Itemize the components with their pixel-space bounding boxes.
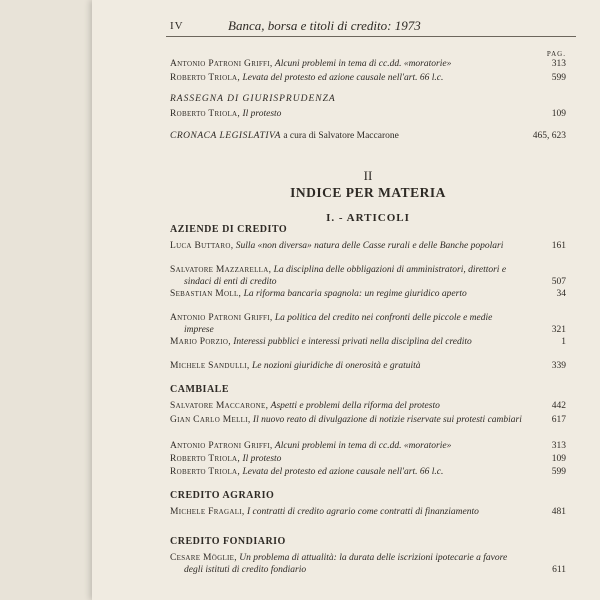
entry-author: Antonio Patroni Griffi, xyxy=(170,441,273,451)
book-page xyxy=(92,0,600,600)
entry-aziende-3 xyxy=(170,288,566,300)
entry-title: Il protesto xyxy=(242,454,282,464)
entry-author: Gian Carlo Melli, xyxy=(170,415,251,425)
top-entry-1 xyxy=(170,58,566,70)
rassegna-entry xyxy=(170,108,566,120)
category-heading: CREDITO AGRARIO xyxy=(170,490,275,501)
entry-author: Salvatore Maccarone, xyxy=(170,401,269,411)
page-column-label: PAG. xyxy=(546,50,566,58)
section-subtitle: I. - ARTICOLI xyxy=(326,212,410,224)
cronaca-suffix: a cura di Salvatore Maccarone xyxy=(283,131,399,141)
category-heading: AZIENDE DI CREDITO xyxy=(170,224,288,235)
entry-title: Un problema di attualità: la durata delle iscrizioni ipotecarie a favore degli istituti di credito fondiario xyxy=(184,553,508,575)
entry-author: Mario Porzio, xyxy=(170,337,231,347)
entry-author: Antonio Patroni Griffi, xyxy=(170,313,273,323)
entry-page: 507 xyxy=(551,277,566,287)
page-number: IV xyxy=(170,20,184,32)
rassegna-heading: RASSEGNA DI GIURISPRUDENZA xyxy=(170,94,336,104)
entry-title: La politica del credito nei confronti delle piccole e medie imprese xyxy=(184,313,493,335)
entry-page: 313 xyxy=(551,441,566,451)
entry-author: Cesare Möglie, xyxy=(170,553,237,563)
entry-cambiale-2 xyxy=(170,414,566,426)
entry-aziende-5 xyxy=(170,336,566,348)
entry-aziende-4 xyxy=(170,312,566,336)
entry-title: Levata del protesto ed azione causale nell'art. 66 l.c. xyxy=(242,73,444,83)
entry-page: 339 xyxy=(551,361,566,371)
entry-title: Alcuni problemi in tema di cc.dd. «moratorie» xyxy=(274,59,452,69)
cronaca-label: CRONACA LEGISLATIVA xyxy=(170,131,281,141)
running-title: Banca, borsa e titoli di credito: 1973 xyxy=(228,18,421,33)
entry-aziende-6 xyxy=(170,360,566,372)
entry-author: Michele Fragali, xyxy=(170,507,245,517)
entry-cambiale-4 xyxy=(170,453,566,465)
entry-author: Salvatore Mazzarella, xyxy=(170,265,272,275)
top-entry-2 xyxy=(170,72,566,84)
entry-cambiale-3 xyxy=(170,440,566,452)
entry-page: 109 xyxy=(551,454,566,464)
entry-author: Roberto Triola, xyxy=(170,73,241,83)
entry-page: 321 xyxy=(551,325,566,335)
entry-aziende-2 xyxy=(170,264,566,288)
section-title: INDICE PER MATERIA xyxy=(290,185,446,200)
cronaca-entry xyxy=(170,130,566,142)
entry-author: Roberto Triola, xyxy=(170,454,241,464)
entry-cambiale-5 xyxy=(170,466,566,478)
entry-title: Il nuovo reato di divulgazione di notizie riservate sui protesti cambiari xyxy=(252,415,522,425)
entry-page: 34 xyxy=(556,289,566,299)
entry-title: Sulla «non diversa» natura delle Casse rurali e delle Banche popolari xyxy=(235,241,504,251)
entry-page: 1 xyxy=(561,337,566,347)
entry-page: 442 xyxy=(551,401,566,411)
category-heading: CREDITO FONDIARIO xyxy=(170,536,286,547)
entry-author: Antonio Patroni Griffi, xyxy=(170,59,273,69)
entry-title: Interessi pubblici e interessi privati nella disciplina del credito xyxy=(233,337,472,347)
entry-title: Levata del protesto ed azione causale nell'art. 66 l.c. xyxy=(242,467,444,477)
header-rule xyxy=(166,36,576,37)
entry-author: Michele Sandulli, xyxy=(170,361,250,371)
entry-author: Roberto Triola, xyxy=(170,467,241,477)
entry-agrario-1 xyxy=(170,506,566,518)
entry-author: Luca Buttaro, xyxy=(170,241,234,251)
entry-title: Aspetti e problemi della riforma del protesto xyxy=(270,401,440,411)
entry-title: I contratti di credito agrario come contratti di finanziamento xyxy=(246,507,479,517)
entry-title: Alcuni problemi in tema di cc.dd. «moratorie» xyxy=(274,441,452,451)
entry-author: Roberto Triola, xyxy=(170,109,241,119)
entry-aziende-1 xyxy=(170,240,566,252)
entry-page: 161 xyxy=(551,241,566,251)
entry-page: 481 xyxy=(551,507,566,517)
entry-title: La disciplina delle obbligazioni di amministratori, direttori e sindaci di enti di credito xyxy=(184,265,507,287)
entry-page: 599 xyxy=(551,467,566,477)
entry-page: 599 xyxy=(551,73,566,83)
category-heading: CAMBIALE xyxy=(170,384,230,395)
entry-page: 313 xyxy=(551,59,566,69)
entry-author: Sebastian Moll, xyxy=(170,289,242,299)
entry-title: Le nozioni giuridiche di onerosità e gratuità xyxy=(251,361,421,371)
entry-cambiale-1 xyxy=(170,400,566,412)
entry-fondiario-1 xyxy=(170,552,566,576)
entry-title: La riforma bancaria spagnola: un regime giuridico aperto xyxy=(243,289,467,299)
entry-page: 617 xyxy=(551,415,566,425)
section-number: II xyxy=(363,168,373,183)
entry-page: 109 xyxy=(551,109,566,119)
entry-title: Il protesto xyxy=(242,109,282,119)
entry-page: 611 xyxy=(552,565,566,575)
entry-page: 465, 623 xyxy=(532,131,566,141)
